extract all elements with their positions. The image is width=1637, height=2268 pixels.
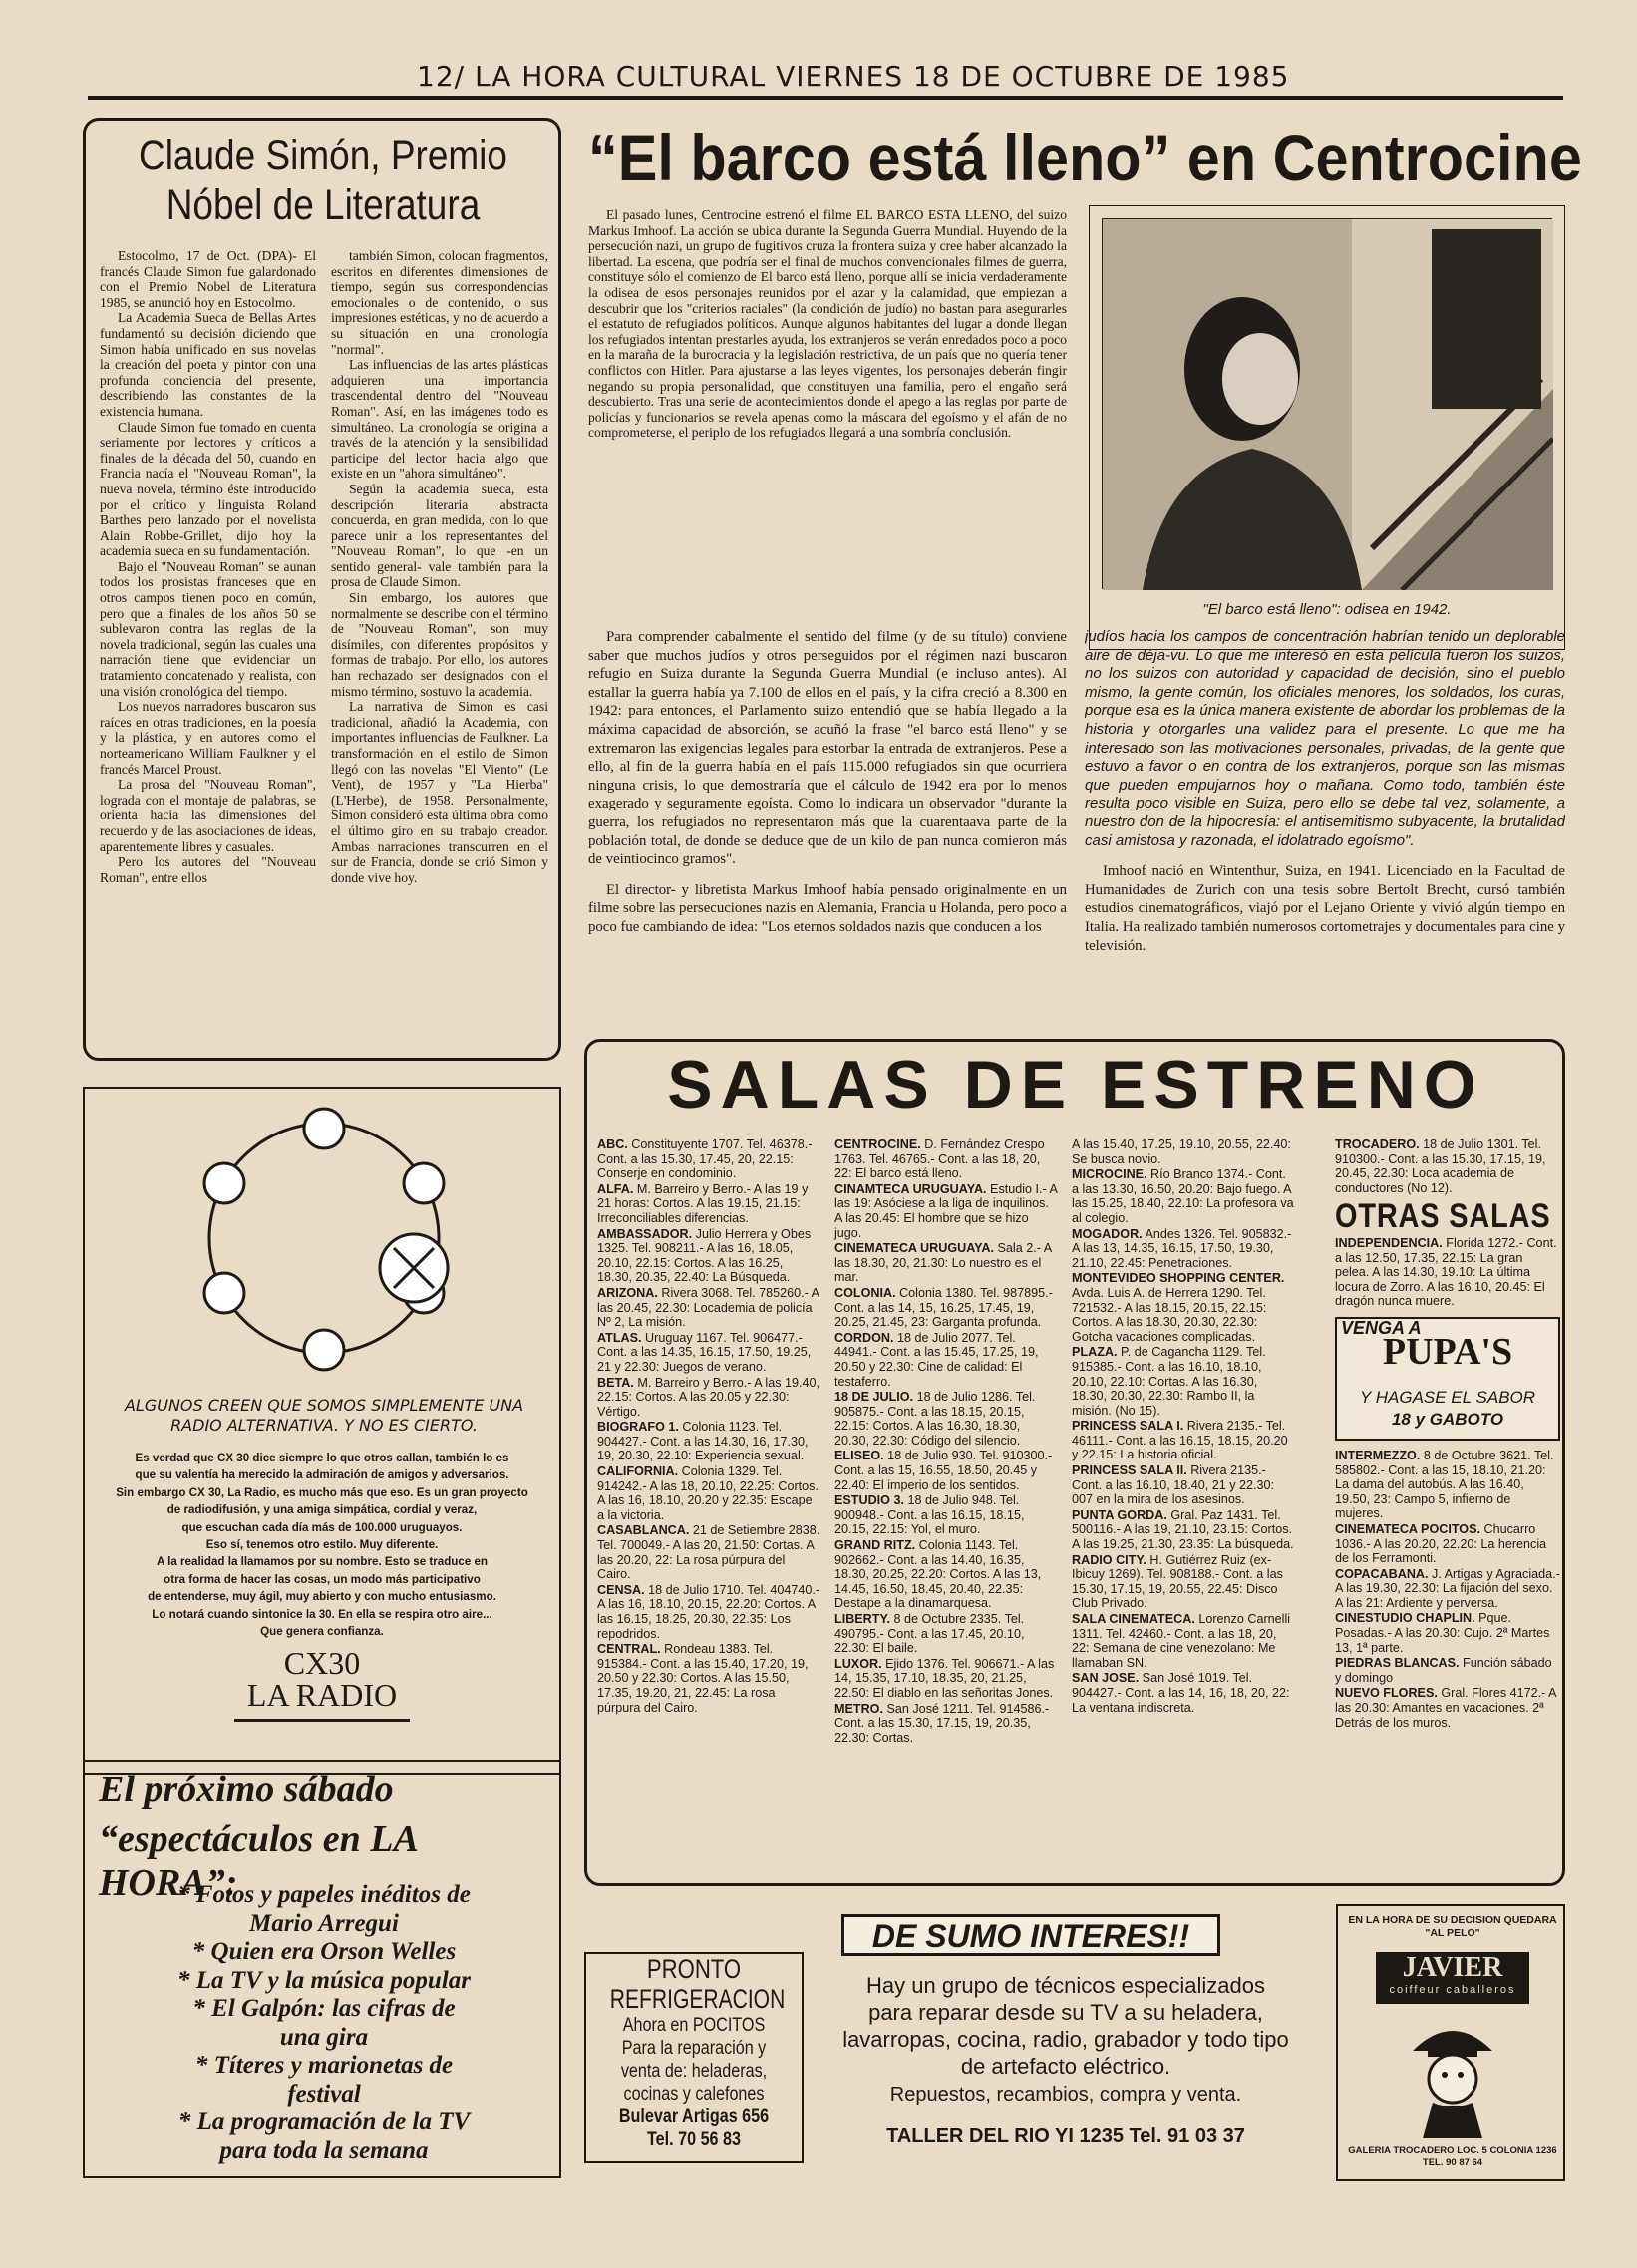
proximo-item: * Títeres y marionetas de	[194, 2052, 454, 2079]
refrig-line4: Para la reparación y	[621, 2038, 767, 2059]
listing-item: RADIO CITY. H. Gutiérrez Ruiz (ex-Ibicuy 1269). Tel. 908188.- Cont. a las 15.30, 17.15, 19, 20.55, 22.45: Disco Club Privado.	[1072, 1552, 1283, 1611]
listing-item: 18 DE JULIO. 18 de Julio 1286. Tel. 905875.- Cont. a las 18.15, 20.15, 22.15: Cortos. A las 16.30, 18.30, 20.30, 22.30: Código del silencio.	[834, 1390, 1036, 1448]
proximo-item: Mario Arregui	[249, 1909, 399, 1937]
listing-item: BETA. M. Barreiro y Berro.- A las 19.40, 22.15: Cortos. A las 20.05 y 22.30: Vértigo.	[597, 1375, 820, 1419]
refrig-line5: venta de: heladeras,	[620, 2061, 768, 2082]
listing-item: CENSA. 18 de Julio 1710. Tel. 404740.- A las 16, 18.10, 20.15, 22.20: Cortos. A las 16.15, 18.25, 20.30, 22.35: Los repodridos.	[597, 1582, 820, 1641]
salas-col-1	[597, 1137, 820, 1716]
proximo-item: una gira	[279, 2023, 369, 2051]
listing-item: SAN JOSE. San José 1019. Tel. 904427.- Cont. a las 14, 16, 18, 20, 22: La ventana indiscreta.	[1072, 1671, 1290, 1715]
cx30-logo	[234, 1647, 410, 1722]
barco-photo	[1102, 218, 1552, 589]
listing-item: COPACABANA. J. Artigas y Agraciada.- A las 19.30, 22.30: La fijación del sexo. A las 21: Ardiente y perversa.	[1335, 1566, 1560, 1610]
simon-para: Los nuevos narradores buscaron sus raíces en otras tradiciones, en la poesía y la plástica, y en autores como el norteamericano William Faulkner y el francés Marcel Proust.	[100, 699, 316, 777]
listing-item: ESTUDIO 3. 18 de Julio 948. Tel. 900948.- Cont. a las 16.15, 18.15, 20.15, 22.15: Yol, el muro.	[834, 1493, 1025, 1537]
page-header	[88, 52, 1563, 100]
cx30-line: A la realidad la llamamos por su nombre. Esto se traduce en	[156, 1555, 489, 1569]
javier-cartoon-illustration	[1393, 2011, 1512, 2140]
proximo-item: * La TV y la música popular	[176, 1966, 471, 1994]
cx30-line: que escuchan cada día más de 100.000 uruguayos.	[181, 1520, 463, 1534]
barco-title: “El barco está lleno” en Centrocine	[588, 121, 1582, 194]
listing-item: MOGADOR. Andes 1326. Tel. 905832.- A las 13, 14.35, 16.15, 17.50, 19.30, 21.10, 22.45: Penetraciones.	[1072, 1226, 1292, 1270]
barco-photo-illustration	[1103, 219, 1553, 590]
proximo-item: * Fotos y papeles inéditos de	[177, 1881, 471, 1908]
listing-item: LUXOR. Ejido 1376. Tel. 906671.- A las 14, 15.35, 17.10, 18.35, 20, 21.25, 22.50: El diablo en las señoritas Jones.	[834, 1656, 1055, 1700]
listing-item: TROCADERO. 18 de Julio 1301. Tel. 910300.- Cont. a las 15.30, 17.15, 19, 20.45, 22.30: Loca academia de conductores (No 12).	[1335, 1137, 1546, 1195]
simon-article	[83, 118, 561, 1061]
listing-item: PUNTA GORDA. Gral. Paz 1431. Tel. 500116.- A las 19, 21.10, 23.15: Cortos. A las 19.25, 21.30, 23.35: La búsqueda.	[1072, 1507, 1294, 1552]
barco-para: Para comprender cabalmente el sentido del filme (y de su título) conviene saber que muchos judíos y otros perseguidos por el régimen nazi buscaron refugio en Suiza durante la Segunda Guerra Mundial (e incluso antes). Al estallar la guerra había ya 7.100 de ellos en el país, y la cifra creció a 8.300 en 1942: para entonces, el Parlamento suizo entendió que se había llegado a la máxima capacidad de absorción, se acuñó la frase "el barco está lleno" y se extremaron las exigencias legales para estorbar la entrada de extranjeros. Pese a ello, al fin de la guerra había en el país 115.000 refugiados sin que ocurriera ninguna crisis, lo que demostraría que el cálculo de 1942 era por lo menos exagerado y seguramente egoísta. Como lo indicara un observador "durante la guerra, los refugiados no representaron más que la cuarentaava parte de la población total, de donde se deduce que de un kilo de pan nunca comieron más de veintiocinco gramos".	[588, 629, 1067, 868]
proximo-ad	[83, 1760, 561, 2178]
listing-item: PRINCESS SALA II. Rivera 2135.- Cont. a las 16.10, 18.40, 21 y 22.30: 007 en la mira de los asesinos.	[1072, 1463, 1275, 1507]
listing-item: INDEPENDENCIA. Florida 1272.- Cont. a las 12.50, 17.35, 22.15: La gran pelea. A las 14.30, 19.10: La última locura de Zorro. A las 16.10, 20.45: El dragón nunca muere.	[1335, 1235, 1557, 1309]
proximo-list	[95, 1881, 553, 2165]
listing-item: MICROCINE. Río Branco 1374.- Cont. a las 13.30, 16.50, 20.20: Bajo fuego. A las 15.25, 18.40, 22.10: La profesora va al colegio.	[1072, 1167, 1294, 1225]
listing-item: AMBASSADOR. Julio Herrera y Obes 1325. Tel. 908211.- A las 16, 18.05, 20.10, 22.15: Cortos. A las 16.25, 18.30, 20.35, 22.40: La Búsqueda.	[597, 1226, 812, 1285]
barco-lead	[588, 207, 1067, 608]
listing-item: LIBERTY. 8 de Octubre 2335. Tel. 490795.- Cont. a las 17.45, 20.10, 22.30: El baile.	[834, 1612, 1025, 1656]
page-header-text: 12/ LA HORA CULTURAL VIERNES 18 DE OCTUBRE DE 1985	[417, 60, 1290, 93]
simon-para: La Academia Sueca de Bellas Artes fundamentó su decisión diciendo que Simon había unificado en sus novelas la creación del poeta y pintor con una profunda conciencia del presente, describiendo las constantes de la existencia humana.	[100, 310, 316, 419]
cx30-line: de radiodifusión, y una amiga simpática, cordial y veraz,	[166, 1503, 478, 1517]
javier-top: EN LA HORA DE SU DECISION QUEDARA "AL PELO"	[1348, 1914, 1557, 1939]
refrigeracion-ad	[584, 1952, 804, 2163]
listing-item: PLAZA. P. de Cagancha 1129. Tel. 915385.- Cont. a las 16.10, 18.10, 20.10, 22.10: Cortas. A las 16.30, 18.30, 20.30, 22.30: Rambo II, la misión. (No 15).	[1072, 1345, 1266, 1418]
cx30-logo-line2: LA RADIO	[246, 1677, 398, 1713]
simon-para: La prosa del "Nouveau Roman", lograda con el montaje de palabras, se orienta hacia las dimensiones del recuerdo y de las asociaciones de ideas, aparentemente libres y casuales.	[100, 777, 316, 854]
children-circle-illustration	[85, 1089, 559, 1388]
pupas-ad	[1335, 1317, 1560, 1441]
simon-para: Según la academia sueca, esta descripción literaria abstracta concuerda, en gran medida, con lo que parece unir a los representantes del "Nouveau Roman", lo que -en un sentido general- vale también para la prosa de Claude Simon.	[331, 481, 548, 590]
listing-item: METRO. San José 1211. Tel. 914586.- Cont. a las 15.30, 17.15, 19, 20.35, 22.30: Cortas.	[834, 1701, 1050, 1745]
sumo-body: Hay un grupo de técnicos especializados para reparar desde su TV a su heladera, lavarropas, cocina, radio, grabador y todo tipo de artefacto eléctrico.	[842, 1973, 1289, 2079]
listing-item: CALIFORNIA. Colonia 1329. Tel. 914242.- A las 18, 20.10, 22.25: Cortos. A las 16, 18.10, 20.20 y 22.35: Escape a la victoria.	[597, 1464, 818, 1522]
javier-bottom: GALERIA TROCADERO LOC. 5 COLONIA 1236 TEL. 90 87 64	[1348, 2145, 1557, 2168]
cx30-line: Lo notará cuando sintonice la 30. En ella se respira otro aire...	[152, 1607, 492, 1621]
sumo-sub: Repuestos, recambios, compra y venta.	[889, 2084, 1242, 2106]
listing-item: GRAND RITZ. Colonia 1143. Tel. 902662.- Cont. a las 14.40, 16.35, 18.30, 20.25, 22.20: Cortos. A las 13, 14.45, 16.50, 18.45, 20.40, 22.35: Destape a la dinamarquesa.	[834, 1538, 1042, 1611]
listing-item: CASABLANCA. 21 de Setiembre 2838. Tel. 700049.- A las 20, 21.50: Cortas. A las 20.20, 22: La rosa púrpura del Cairo.	[597, 1523, 820, 1582]
simon-title: Claude Simón, Premio Nóbel de Literatura	[139, 132, 507, 229]
listing-item: ABC. Constituyente 1707. Tel. 46378.- Cont. a las 15.30, 17.45, 20, 22.15: Conserje en condominio.	[597, 1137, 813, 1181]
salas-col-3	[1072, 1137, 1295, 1716]
listing-item: CINESTUDIO CHAPLIN. Pque. Posadas.- A las 20.30: Cujo. 2ª Martes 13, 1ª parte.	[1335, 1611, 1550, 1655]
cx30-line: Es verdad que CX 30 dice siempre lo que otros callan, también lo es	[135, 1452, 509, 1464]
simon-col-1	[100, 248, 316, 1046]
cx30-line: que su valentía ha merecido la admiración de amigos y adversarios.	[135, 1468, 509, 1482]
refrig-line6: cocinas y calefones	[623, 2084, 765, 2105]
pupas-line2: PUPA'S	[1382, 1330, 1513, 1373]
barco-para: El director- y libretista Markus Imhoof había pensado originalmente en un filme sobre las persecuciones nazis en Alemania, Francia u Holanda, pero poco a poco fue cambiando de idea: "Los eternos soldados nazis que conducen a los	[588, 881, 1067, 935]
listing-item: ARIZONA. Rivera 3068. Tel. 785260.- A las 20.45, 22.30: Locademia de policía Nº 2, La misión.	[597, 1285, 819, 1330]
barco-photo-caption: "El barco está lleno": odisea en 1942.	[1202, 601, 1452, 618]
simon-title-wrap	[94, 131, 552, 242]
sumo-footer: TALLER DEL RIO YI 1235 Tel. 91 03 37	[886, 2125, 1245, 2147]
proximo-item: * Quien era Orson Welles	[191, 1938, 457, 1965]
simon-para: Bajo el "Nouveau Roman" se aunan todos los prosistas franceses que en otros campos tienen poco en común, pero que a finales de los años 50 se sublevaron contra las reglas de la novela tradicional, según las cuales una narración tiene que evidenciar un tratamiento concatenado y realista, con una visión cronológica del tiempo.	[100, 558, 316, 699]
barco-col-b	[1085, 628, 1565, 1032]
javier-logo	[1376, 1952, 1529, 2004]
salas-section	[584, 1039, 1565, 1886]
cx30-logo-line1: CX30	[283, 1645, 361, 1681]
simon-para: Estocolmo, 17 de Oct. (DPA)- El francés Claude Simon fue galardonado con el Premio Nobel de Literatura 1985, se anunció hoy en Estocolmo.	[100, 248, 316, 310]
listing-item: BIOGRAFO 1. Colonia 1123. Tel. 904427.- Cont. a las 14.30, 16, 17.30, 19, 20.30, 22.10: Experiencia sexual.	[597, 1420, 809, 1463]
listing-item: ELISEO. 18 de Julio 930. Tel. 910300.- Cont. a las 15, 16.55, 18.50, 20.45 y 22.40: El imperio de los sentidos.	[834, 1449, 1053, 1492]
cx30-line: Sin embargo CX 30, La Radio, es mucho más que eso. Es un gran proyecto	[116, 1485, 528, 1499]
barco-col-a	[588, 628, 1067, 1032]
cx30-line: otra forma de hacer las cosas, un modo más participativo	[164, 1572, 481, 1586]
listing-item: CINEMATECA POCITOS. Chucarro 1036.- A las 20.20, 22.20: La herencia de los Ferramonti.	[1335, 1521, 1547, 1566]
barco-photo-frame	[1089, 205, 1565, 650]
cx30-ad	[83, 1087, 561, 1775]
simon-para: también Simon, colocan fragmentos, escritos en diferentes dimensiones de tiempo, según sus correspondencias emocionales o de contenido, o sus impresiones estéticas, y no de acuerdo a su situación en una cronología "normal".	[331, 248, 548, 357]
proximo-item: * La programación de la TV	[177, 2108, 471, 2135]
listing-item: ALFA. M. Barreiro y Berro.- A las 19 y 21 horas: Cortos. A las 19.15, 21.15: Irreconciliables diferencias.	[597, 1181, 809, 1225]
pupas-line1: VENGA A	[1341, 1317, 1422, 1338]
refrig-line1: PRONTO	[646, 1954, 742, 1984]
proximo-title-2: “espectáculos en LA HORA”:	[99, 1818, 417, 1904]
cx30-line: Que genera confianza.	[260, 1625, 384, 1639]
javier-sub: coiffeur caballeros	[1389, 1984, 1516, 1996]
simon-col-2	[331, 248, 548, 1046]
barco-title-wrap	[588, 118, 1582, 203]
listing-item: PIEDRAS BLANCAS. Función sábado y domingo	[1335, 1656, 1552, 1685]
listing-item: CORDON. 18 de Julio 2077. Tel. 44941.- Cont. a las 15.45, 17.25, 19, 20.50 y 22.30: Cine de calidad: El testaferro.	[834, 1330, 1039, 1389]
refrig-line2: REFRIGERACION	[609, 1984, 786, 2014]
refrig-line8: Tel. 70 56 83	[647, 2129, 741, 2150]
javier-ad	[1336, 1904, 1565, 2181]
simon-para: La narrativa de Simon es casi tradicional, añadió la Academia, con importantes influencias de Faulkner. La transformación en el estilo de Simon llegó con las novelas "El Viento" (Le Vent), de 1957 y "La Hierba" (L'Herbe), de 1958. Personalmente, Simon consideró esta última obra como el último giro en su trabajo creador. Ambas narraciones transcurren en el sur de Francia, donde se crió Simon y donde vive hoy.	[331, 699, 548, 885]
pupas-line4: 18 y GABOTO	[1391, 1409, 1504, 1429]
simon-para: Las influencias de las artes plásticas adquieren una importancia trascendental dentro del "Nouveau Roman". Así, en las imágenes todo es simultáneo. La cronología se origina a través de la atención y la sensibilidad participe del lector hacia algo que existe en un "ahora simultáneo".	[331, 357, 548, 482]
salas-title: SALAS DE ESTRENO	[667, 1047, 1484, 1123]
cx30-line: Eso sí, tenemos otro estilo. Muy diferente.	[205, 1538, 439, 1552]
listing-item: SALA CINEMATECA. Lorenzo Carnelli 1311. Tel. 42460.- Cont. a las 18, 20, 22: Semana de cine venezolano: Me llamaban SN.	[1072, 1612, 1291, 1670]
proximo-item: * El Galpón: las cifras de	[192, 1995, 456, 2022]
barco-bio: Imhoof nació en Wintenthur, Suiza, en 1941. Licenciado en la Facultad de Humanidades de Zurich con una tesis sobre Bertolt Brecht, cursó también estudios cinematográficos, viajó por el Lejano Oriente y vivió algún tiempo en Italia. Ha realizado también numerosos cortometrajes y documentales para cine y televisión.	[1085, 863, 1565, 954]
barco-lead-text: El pasado lunes, Centrocine estrenó el filme EL BARCO ESTA LLENO, del suizo Markus Imhoof. La acción se ubica durante la Segunda Guerra Mundial. Huyendo de la persecución nazi, un grupo de fugitivos cruza la frontera suiza y cree haber alcanzado la libertad. La escena, que podría ser el final de muchos convencionales filmes de guerra, constituye sólo el comienzo de El barco está lleno, porque allí se inicia verdaderamente la odisea de esos personajes reunidos por el azar y la calamidad, que empiezan a descubrir que los "criterios raciales" (la condición de judío) no bastan para asegurarles el estatuto de refugiados políticos. Aunque algunos habitantes del lugar a donde llegan los refugiados intentan prestarles ayuda, los extranjeros se verán enredados poco a poco en la maraña de la burocracia y la legislación restrictiva, de un país que no quería tener conflictos con Hitler. Para ajustarse a las leyes vigentes, los personajes deberán fingir negando su propia personalidad, que constituyen una familia, pero el engaño será descubierto. Tras una serie de acontecimientos donde el apego a las reglas por parte de policías y funcionarios se revela apenas como la máscara del egoísmo y el afán de no comprometerse, el periplo de los refugiados llegará a una sombría conclusión.	[588, 207, 1067, 441]
salas-col-2	[834, 1137, 1058, 1746]
refrig-line7: Bulevar Artigas 656	[618, 2106, 770, 2127]
pupas-line3: Y HAGASE EL SABOR	[1359, 1387, 1536, 1407]
proximo-item: festival	[287, 2080, 361, 2107]
listing-item: CINEMATECA URUGUAYA. Sala 2.- A las 18.30, 20, 21.30: Lo nuestro es el mar.	[834, 1241, 1052, 1285]
otras-salas-title: OTRAS SALAS	[1335, 1197, 1551, 1236]
listing-item: A las 15.40, 17.25, 19.10, 20.55, 22.40: Se busca novio.	[1072, 1137, 1291, 1166]
sumo-title: DE SUMO INTERES!!	[841, 1914, 1220, 1956]
cx30-line: de entenderse, muy ágil, muy abierto y con mucho entusiasmo.	[148, 1590, 496, 1604]
sumo-interes-ad	[831, 1914, 1300, 2163]
simon-para: Claude Simon fue tomado en cuenta seriamente por lectores y críticos a finales de la década del 50, cuando en Francia nacía el "Nouveau Roman", la nueva novela, término éste introducido por el crítico y linguista Roland Barthes pero lanzado por el novelista Alain Robbe-Grillet, dijo hoy la academia sueca en su fundamentación.	[100, 419, 316, 559]
listing-item: ATLAS. Uruguay 1167. Tel. 906477.- Cont. a las 14.35, 16.15, 17.50, 19.25, 21 y 22.30: Juegos de verano.	[597, 1330, 812, 1374]
salas-col-4	[1335, 1137, 1560, 1731]
listing-item: COLONIA. Colonia 1380. Tel. 987895.- Cont. a las 14, 15, 16.25, 17.45, 19, 20.25, 21.45, 23: Garganta profunda.	[834, 1285, 1053, 1330]
cx30-slogan: ALGUNOS CREEN QUE SOMOS SIMPLEMENTE UNA RADIO ALTERNATIVA. Y NO ES CIERTO.	[124, 1396, 524, 1435]
cx30-body	[97, 1450, 547, 1640]
simon-para: Sin embargo, los autores que normalmente se describe con el término de "Nouveau Roman", son muy disímiles, con diferentes propósitos y formas de trabajo. Por ello, los autores han rechazado ser designados con el mismo término, sostuvo la academia.	[331, 590, 548, 699]
barco-italic-quote: judíos hacia los campos de concentración habrían tenido un deplorable aire de déja-vu. Lo que me interesó en esta película fueron los suizos, no los suizos con autoridad y capacidad de decisión, sino el pueblo mismo, la gente común, los oficiales menores, los soldados, los curas, porque esa es la única manera existente de abordar los problemas de la historia y otorgarles una validez para el presente. Lo que me ha interesado son las motivaciones personales, privadas, de la gente que estuvo a favor o en contra de los extranjeros, porque son las mismas que pueden empujarnos hoy o mañana. Como todo, también éste resulta poco visible en Suiza, pero ello se debe tal vez, solamente, a nuestro don de la hipocresía: el antisemitismo subyacente, la brutalidad casi amistosa y razonada, el idolatrado egoísmo".	[1085, 628, 1565, 849]
listing-item: CINAMTECA URUGUAYA. Estudio I.- A las 19: Asóciese a la liga de inquilinos. A las 20.45: El hombre que se hizo jugo.	[834, 1181, 1058, 1240]
listing-item: CENTRAL. Rondeau 1383. Tel. 915384.- Cont. a las 15.40, 17.20, 19, 20.50 y 22.30: Cortos. A las 15.50, 17.35, 19.20, 21, 22.45: La rosa púrpura del Cairo.	[597, 1642, 809, 1715]
javier-name: JAVIER	[1402, 1952, 1503, 1983]
listing-item: PRINCESS SALA I. Rivera 2135.- Tel. 46111.- Cont. a las 16.15, 18.15, 20.20 y 22.15: La historia oficial.	[1072, 1419, 1288, 1462]
listing-item: CENTROCINE. D. Fernández Crespo 1763. Tel. 46765.- Cont. a las 18, 20, 22: El barco está lleno.	[834, 1137, 1045, 1181]
proximo-item: para toda la semana	[219, 2136, 429, 2164]
listing-item: INTERMEZZO. 8 de Octubre 3621. Tel. 585802.- Cont. a las 15, 18.10, 21.20: La dama del autobús. A las 16.40, 19.50, 23: Campo 5, infierno de mujeres.	[1335, 1448, 1554, 1521]
listing-item: MONTEVIDEO SHOPPING CENTER. Avda. Luis A. de Herrera 1290. Tel. 721532.- A las 18.15, 20.15, 22.15: Cortos. A las 18.30, 20.30, 22.30: Gotcha vacaciones complicadas.	[1072, 1271, 1285, 1344]
refrig-line3: Ahora en POCITOS	[622, 2015, 766, 2036]
simon-para: Pero los autores del "Nouveau Roman", entre ellos	[100, 854, 316, 885]
proximo-title-1: El próximo sábado	[99, 1769, 394, 1810]
listing-item: NUEVO FLORES. Gral. Flores 4172.- A las 20.30: Amantes en vacaciones. 2ª Detrás de los muros.	[1335, 1686, 1556, 1730]
